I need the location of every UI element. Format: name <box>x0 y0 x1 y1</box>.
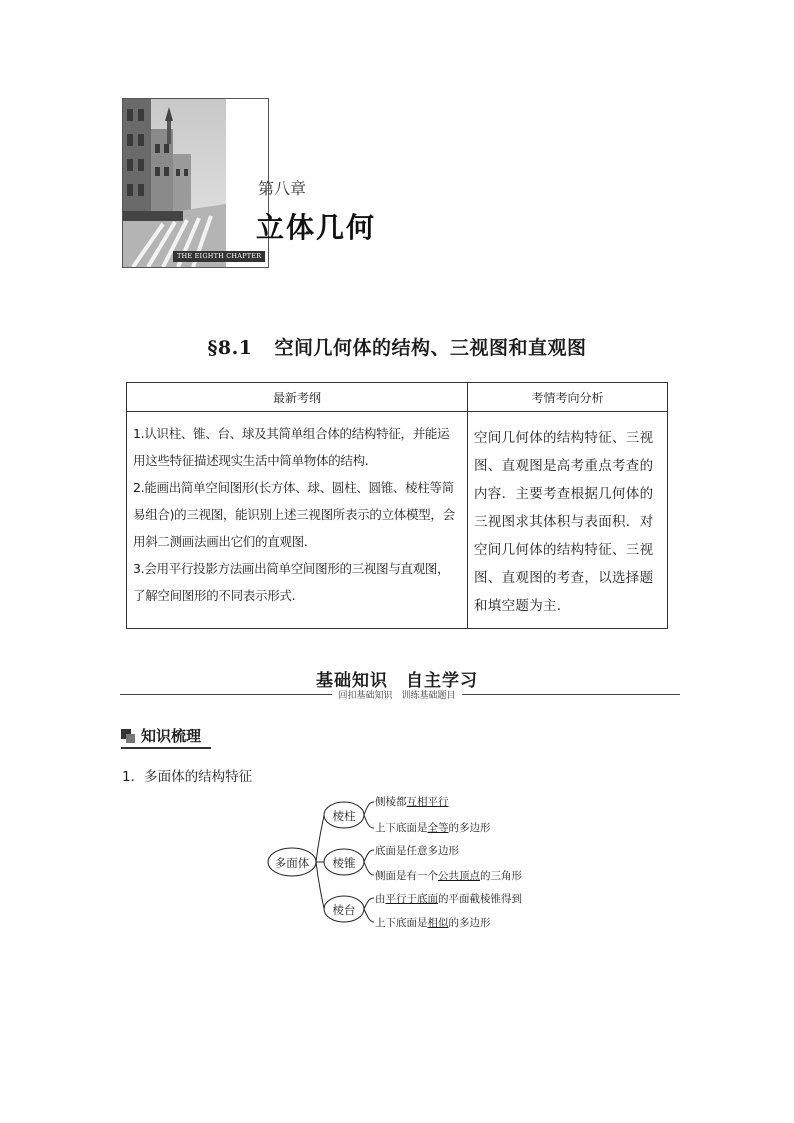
section-title <box>0 333 794 360</box>
banner-subtitle: 回扣基础知识 训练基础题目 <box>332 691 461 701</box>
banner-subtitle-wrap <box>0 688 794 701</box>
frustum-line-1: 由平行于底面的平面截棱锥得到 <box>375 893 522 905</box>
section-heading: 空间几何体的结构、三视图和直观图 <box>274 337 587 359</box>
section-number: §8.1 <box>207 337 253 359</box>
chapter-cover-image <box>122 98 269 268</box>
pyramid-line-2: 侧面是有一个公共顶点的三角形 <box>375 870 522 882</box>
chapter-number: 第八章 <box>258 179 307 198</box>
table-header-syllabus: 最新考纲 <box>127 383 468 412</box>
prism-line-1: 侧棱都互相平行 <box>375 796 449 808</box>
section-label <box>121 725 201 746</box>
chapter-band-text: THE EIGHTH CHAPTER <box>173 251 265 262</box>
banner-title: 基础知识 自主学习 <box>316 671 478 691</box>
street-photo <box>123 99 226 267</box>
syllabus-item: 2.能画出简单空间图形(长方体、球、圆柱、圆锥、棱柱等简易组合)的三视图，能识别上述三视图所表示的立体模型，会用斜二测画法画出它们的直观图. <box>133 480 455 549</box>
analysis-text: 空间几何体的结构特征、三视图、直观图是高考重点考查的内容．主要考查根据几何体的三视图求其体积与表面积．对空间几何体的结构特征、三视图、直观图的考查，以选择题和填空题为主. <box>474 430 654 614</box>
syllabus-cell <box>127 412 468 629</box>
requirements-table <box>126 382 668 629</box>
node-frustum: 棱台 <box>332 903 356 917</box>
polyhedron-structure-diagram <box>260 790 560 940</box>
syllabus-item: 1.认识柱、锥、台、球及其简单组合体的结构特征，并能运用这些特征描述现实生活中简单物体的结构. <box>133 426 450 468</box>
chapter-title: 立体几何 <box>256 211 377 244</box>
section-label-text: 知识梳理 <box>141 727 202 745</box>
section-marker-icon <box>121 729 135 743</box>
table-header-analysis: 考情考向分析 <box>468 383 668 412</box>
item-heading: 1．多面体的结构特征 <box>122 769 253 785</box>
analysis-cell <box>468 412 668 629</box>
section-label-underline <box>121 747 211 749</box>
syllabus-item: 3.会用平行投影方法画出简单空间图形的三视图与直观图，了解空间图形的不同表示形式. <box>133 561 450 603</box>
prism-line-2: 上下底面是全等的多边形 <box>375 822 491 834</box>
node-pyramid: 棱锥 <box>332 856 356 870</box>
pyramid-line-1: 底面是任意多边形 <box>375 845 459 857</box>
frustum-line-2: 上下底面是相似的多边形 <box>375 917 491 929</box>
node-prism: 棱柱 <box>332 809 356 823</box>
node-polyhedron: 多面体 <box>274 856 310 870</box>
